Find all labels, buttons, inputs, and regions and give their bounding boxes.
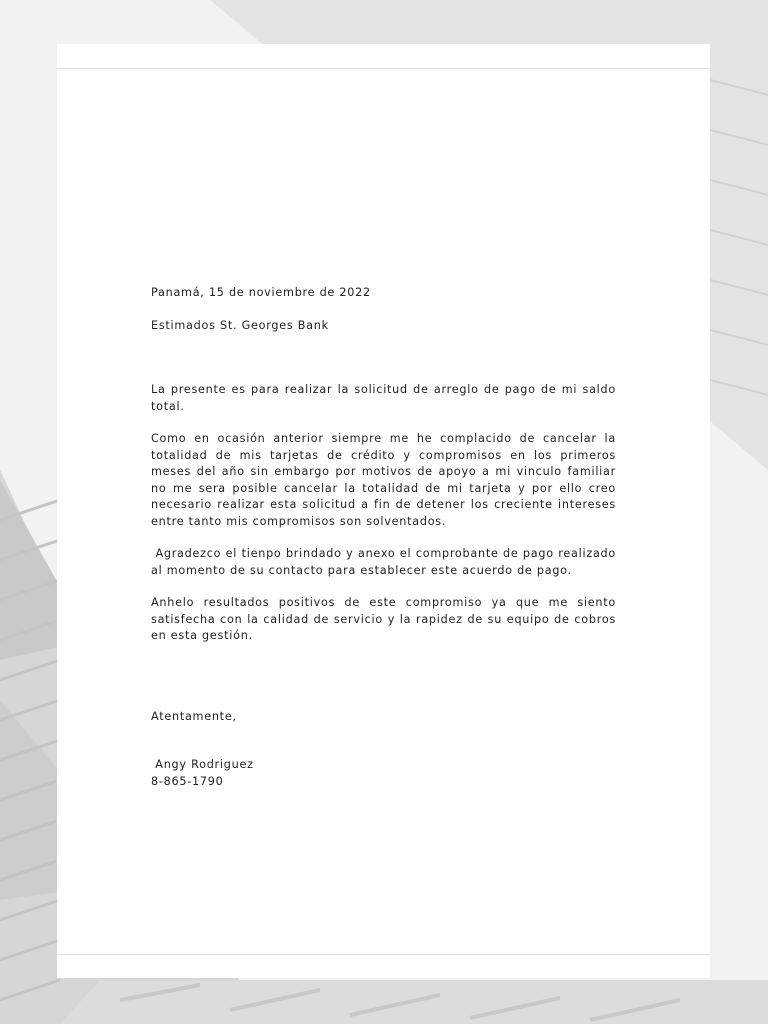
- paragraph-reason: Como en ocasión anterior siempre me he complacido de cancelar la totalidad de mis tarjetas de crédito y compromisos en los primeros meses del año sin embargo por motivos de apoyo a mi vinculo familiar no me sera posible cancelar la totalidad de mi tarjeta y por ello creo necesario realizar esta solicitud a fin de detener los creciente intereses entre tanto mis compromisos son solventados.: [151, 432, 616, 528]
- letter-page: [57, 44, 710, 978]
- letter-body: [151, 285, 621, 790]
- signature-phone: 8-865-1790: [151, 774, 224, 788]
- closing: Atentamente,: [151, 709, 237, 723]
- bottom-rule: [57, 954, 710, 955]
- paragraph-request: La presente es para realizar la solicitud de arreglo de pago de mi saldo total.: [151, 383, 616, 413]
- signature-name: Angy Rodriguez: [151, 758, 254, 771]
- date-line: Panamá, 15 de noviembre de 2022: [151, 286, 371, 299]
- top-rule: [57, 68, 710, 69]
- greeting: Estimados St. Georges Bank: [151, 318, 329, 332]
- paragraph-hope: Anhelo resultados positivos de este compromiso ya que me siento satisfecha con la calidad de servicio y la rapidez de su equipo de cobros en esta gestión.: [151, 596, 616, 642]
- paragraph-thanks: Agradezco el tienpo brindado y anexo el comprobante de pago realizado al momento de su contacto para establecer este acuerdo de pago.: [151, 547, 621, 577]
